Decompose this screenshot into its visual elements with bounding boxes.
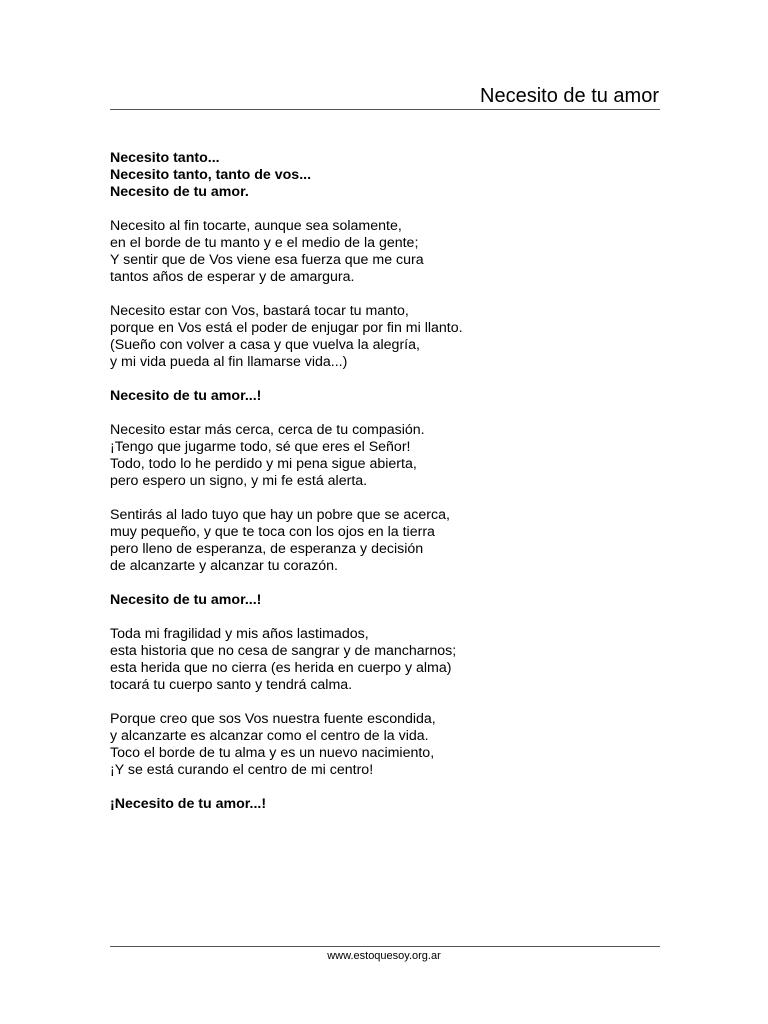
poem-line: ¡Y se está curando el centro de mi centro! <box>110 762 374 778</box>
verse-stanza <box>110 626 670 694</box>
poem-line: Necesito de tu amor...! <box>110 388 262 404</box>
poem-line: esta herida que no cierra (es herida en cuerpo y alma) <box>110 660 452 676</box>
poem-line: Toco el borde de tu alma y es un nuevo nacimiento, <box>110 745 435 761</box>
refrain-stanza <box>110 796 670 813</box>
refrain-stanza <box>110 150 670 201</box>
poem-line: Necesito tanto... <box>110 150 220 166</box>
footer-website-url: www.estoquesoy.org.ar <box>327 950 441 962</box>
verse-stanza <box>110 303 670 371</box>
poem-line: Necesito estar más cerca, cerca de tu compasión. <box>110 422 425 438</box>
poem-line: Necesito estar con Vos, bastará tocar tu manto, <box>110 303 409 319</box>
poem-line: ¡Necesito de tu amor...! <box>110 796 267 812</box>
verse-stanza <box>110 218 670 286</box>
poem-line: pero espero un signo, y mi fe está alerta. <box>110 473 368 489</box>
verse-stanza <box>110 422 670 490</box>
poem-line: Todo, todo lo he perdido y mi pena sigue abierta, <box>110 456 417 472</box>
footer-divider <box>110 946 660 947</box>
poem-body <box>110 150 670 830</box>
poem-line: Necesito de tu amor...! <box>110 592 262 608</box>
verse-stanza <box>110 507 670 575</box>
poem-line: muy pequeño, y que te toca con los ojos en la tierra <box>110 524 435 540</box>
poem-line: de alcanzarte y alcanzar tu corazón. <box>110 558 338 574</box>
poem-line: pero lleno de esperanza, de esperanza y decisión <box>110 541 424 557</box>
poem-line: Y sentir que de Vos viene esa fuerza que me cura <box>110 252 424 268</box>
poem-line: Porque creo que sos Vos nuestra fuente escondida, <box>110 711 436 727</box>
poem-line: esta historia que no cesa de sangrar y de mancharnos; <box>110 643 457 659</box>
poem-line: porque en Vos está el poder de enjugar por fin mi llanto. <box>110 320 463 336</box>
poem-line: y mi vida pueda al fin llamarse vida...) <box>110 354 348 370</box>
poem-line: (Sueño con volver a casa y que vuelva la alegría, <box>110 337 420 353</box>
poem-line: Necesito de tu amor. <box>110 184 249 200</box>
poem-line: tantos años de esperar y de amargura. <box>110 269 355 285</box>
poem-line: Necesito tanto, tanto de vos... <box>110 167 312 183</box>
poem-line: Sentirás al lado tuyo que hay un pobre que se acerca, <box>110 507 450 523</box>
poem-line: Necesito al fin tocarte, aunque sea solamente, <box>110 218 402 234</box>
poem-line: en el borde de tu manto y e el medio de la gente; <box>110 235 419 251</box>
poem-line: ¡Tengo que jugarme todo, sé que eres el Señor! <box>110 439 411 455</box>
poem-line: tocará tu cuerpo santo y tendrá calma. <box>110 677 353 693</box>
page-title: Necesito de tu amor <box>480 85 659 107</box>
poem-line: y alcanzarte es alcanzar como el centro de la vida. <box>110 728 429 744</box>
header-divider <box>110 109 660 110</box>
refrain-stanza <box>110 388 670 405</box>
refrain-stanza <box>110 592 670 609</box>
verse-stanza <box>110 711 670 779</box>
poem-line: Toda mi fragilidad y mis años lastimados, <box>110 626 369 642</box>
